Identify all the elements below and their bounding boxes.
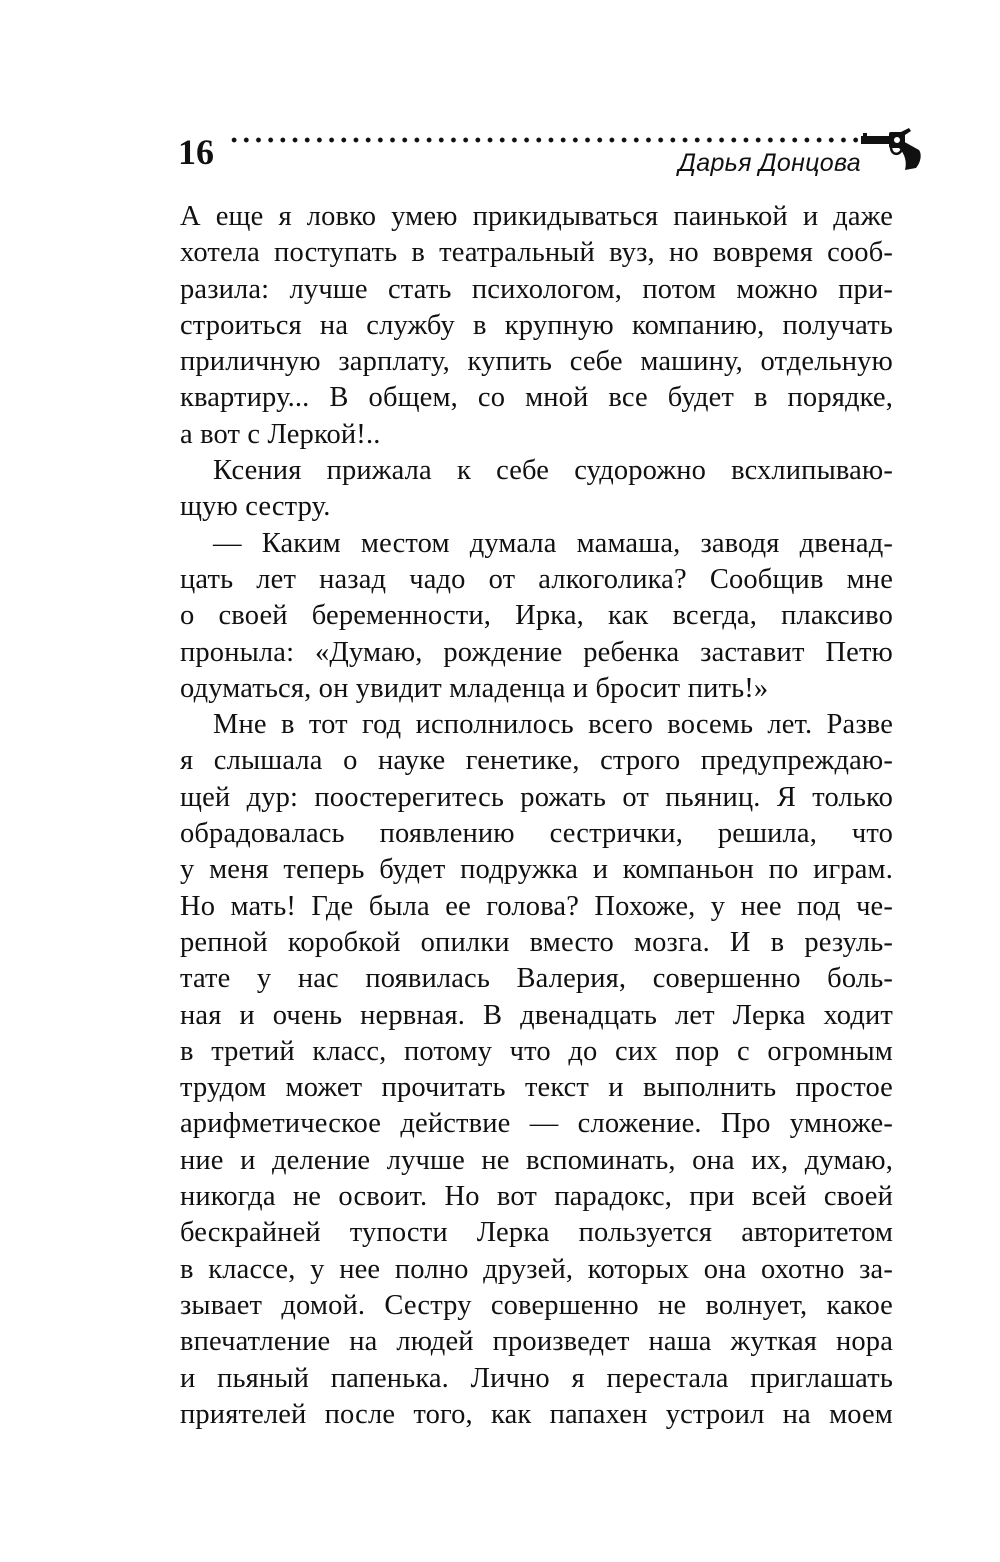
text-line: ная и очень нервная. В двенадцать лет Лерка ходит	[180, 999, 893, 1031]
text-line: приличную зарплату, купить себе машину, отдельную	[180, 346, 893, 378]
text-line: хотела поступать в театральный вуз, но вовремя сооб-	[180, 237, 893, 269]
text-line: бескрайней тупости Лерка пользуется авторитетом	[180, 1217, 893, 1249]
page-number: 16	[178, 132, 214, 172]
text-line: зывает домой. Сестру совершенно не волнует, какое	[180, 1289, 893, 1321]
dot-leader	[228, 136, 868, 144]
text-line: я слышала о науке генетике, строго предупреждаю-	[180, 745, 893, 777]
text-line: в классе, у нее полно друзей, которых она охотно за-	[180, 1253, 893, 1285]
text-line: и пьяный папенька. Лично я перестала приглашать	[180, 1362, 893, 1394]
text-line: разила: лучше стать психологом, потом можно при-	[180, 273, 893, 305]
text-line: репной коробкой опилки вместо мозга. И в резуль-	[180, 926, 893, 958]
text-line: цать лет назад чадо от алкоголика? Сообщив мне	[180, 563, 893, 595]
text-line: щую сестру.	[180, 491, 331, 523]
text-line: арифметическое действие — сложение. Про умноже-	[180, 1108, 893, 1140]
running-head	[178, 118, 923, 190]
text-line: приятелей после того, как папахен устроил на моем	[180, 1398, 893, 1430]
text-line: щей дур: поостерегитесь рожать от пьяниц. Я только	[180, 781, 893, 813]
text-line: ние и деление лучше не вспоминать, она их, думаю,	[180, 1144, 893, 1176]
text-line: никогда не освоит. Но вот парадокс, при всей своей	[180, 1181, 893, 1213]
body-text	[180, 199, 893, 1433]
text-line: строиться на службу в крупную компанию, получать	[180, 309, 893, 341]
text-line: у меня теперь будет подружка и компаньон по играм.	[180, 854, 893, 886]
text-line: обрадовалась появлению сестрички, решила, что	[180, 818, 893, 850]
revolver-icon	[861, 126, 923, 172]
text-line: одуматься, он увидит младенца и бросит пить!»	[180, 672, 769, 704]
text-line: Но мать! Где была ее голова? Похоже, у нее под че-	[180, 890, 893, 922]
text-line: а вот с Леркой!..	[180, 418, 381, 450]
text-line: — Каким местом думала мамаша, заводя двенад-	[213, 527, 893, 559]
text-line: квартиру... В общем, со мной все будет в порядке,	[180, 382, 893, 414]
text-line: о своей беременности, Ирка, как всегда, плаксиво	[180, 600, 893, 632]
text-line: впечатление на людей произведет наша жуткая нора	[180, 1326, 893, 1358]
text-line: трудом может прочитать текст и выполнить простое	[180, 1072, 893, 1104]
text-line: в третий класс, потому что до сих пор с огромным	[180, 1035, 893, 1067]
author-name: Дарья Донцова	[678, 149, 861, 177]
text-line: Мне в тот год исполнилось всего восемь лет. Разве	[213, 709, 893, 741]
text-line: проныла: «Думаю, рождение ребенка заставит Петю	[180, 636, 893, 668]
text-line: тате у нас появилась Валерия, совершенно боль-	[180, 963, 893, 995]
text-line: А еще я ловко умею прикидываться паинькой и даже	[180, 201, 893, 232]
text-line: Ксения прижала к себе судорожно всхлипываю-	[213, 455, 893, 487]
